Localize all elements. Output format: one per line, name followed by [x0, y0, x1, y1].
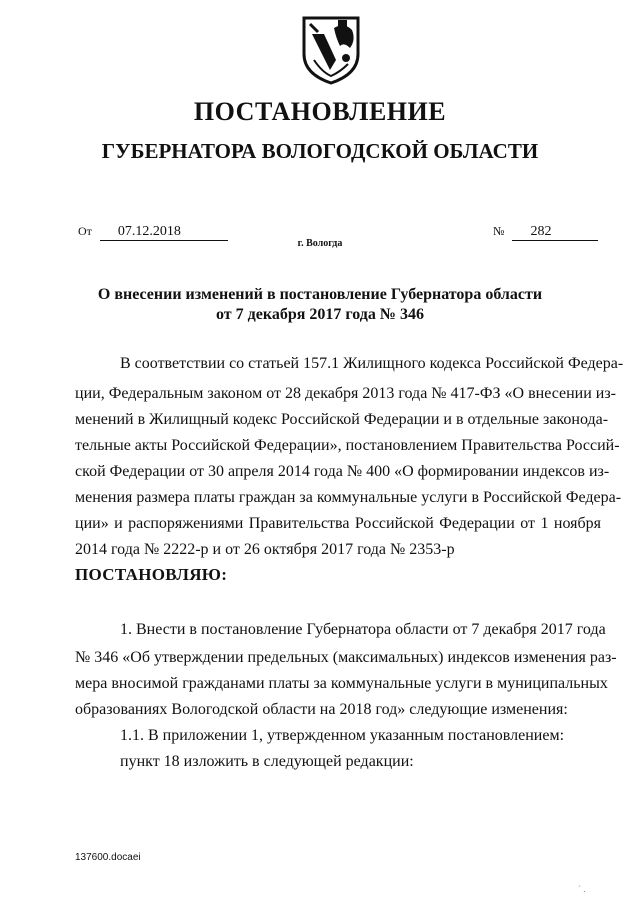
- city-label: г. Вологда: [297, 238, 343, 249]
- point-line: пункт 18 изложить в следующей редакции:: [120, 753, 414, 770]
- preamble-line: В соответствии со статьей 157.1 Жилищного кодекса Российской Федера-: [120, 355, 624, 372]
- page-mark: ´ .: [578, 884, 586, 894]
- decree-keyword: ПОСТАНОВЛЯЮ:: [75, 565, 228, 584]
- preamble-line: ской Федерации от 30 апреля 2014 года № 400 «О формировании индексов из-: [75, 463, 610, 480]
- document-type-title: ПОСТАНОВЛЕНИЕ: [193, 97, 447, 126]
- date-value: 07.12.2018: [100, 224, 228, 241]
- number-value: 282: [512, 224, 598, 241]
- vologda-coat-of-arms-icon: [300, 14, 362, 86]
- item-line: № 346 «Об утверждении предельных (максимальных) индексов изменения раз-: [75, 649, 617, 666]
- issuer-title: ГУБЕРНАТОРА ВОЛОГОДСКОЙ ОБЛАСТИ: [101, 139, 539, 163]
- subject-line: от 7 декабря 2017 года № 346: [216, 306, 424, 323]
- preamble-line: ции» и распоряжениями Правительства Российской Федерации от 1 ноября: [75, 515, 601, 532]
- preamble-line: 2014 года № 2222-р и от 26 октября 2017 года № 2353-р: [75, 541, 455, 558]
- preamble-line: менений в Жилищный кодекс Российской Федерации и в отдельные законода-: [75, 411, 609, 428]
- subject-line: О внесении изменений в постановление Губернатора области: [97, 286, 543, 303]
- preamble-line: менения размера платы граждан за коммунальные услуги в Российской Федера-: [75, 489, 622, 506]
- item-line: мера вносимой гражданами платы за коммунальные услуги в муниципальных: [75, 675, 608, 692]
- date-label: От: [78, 224, 92, 238]
- item-line: 1. Внести в постановление Губернатора области от 7 декабря 2017 года: [120, 621, 606, 638]
- preamble-line: тельные акты Российской Федерации», постановлением Правительства Россий-: [75, 437, 620, 454]
- preamble-line: ции, Федеральным законом от 28 декабря 2013 года № 417-ФЗ «О внесении из-: [75, 385, 617, 402]
- number-label: №: [493, 224, 505, 238]
- file-name-footer: 137600.docaei: [75, 852, 141, 863]
- item-line: образованиях Вологодской области на 2018 год» следующие изменения:: [75, 701, 568, 718]
- subitem-line: 1.1. В приложении 1, утвержденном указанным постановлением:: [120, 727, 565, 744]
